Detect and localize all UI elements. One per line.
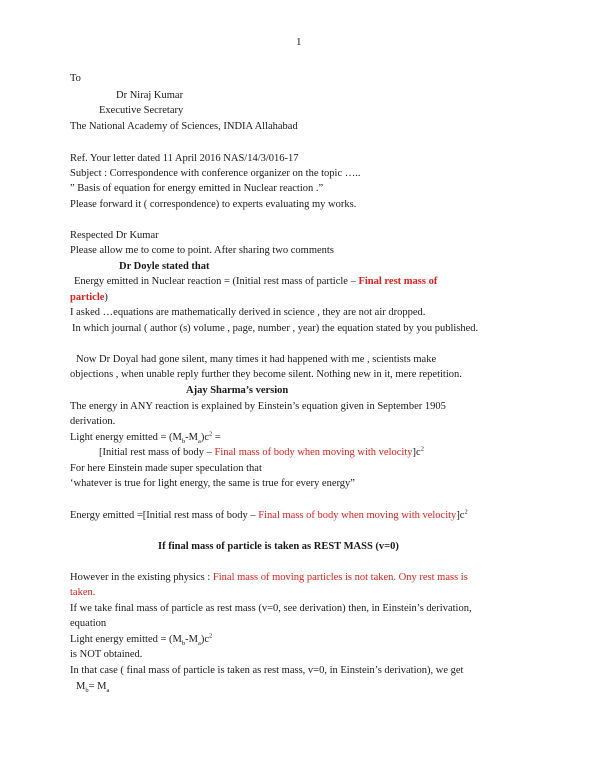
rest-mass-heading: If final mass of particle is taken as REST MASS (v=0) (158, 541, 399, 552)
forward-line: Please forward it ( correspondence) to experts evaluating my works. (70, 199, 357, 210)
doyle-eq-prefix: Energy emitted in Nuclear reaction = (Initial rest mass of particle – (74, 276, 359, 287)
light-eq-trail: = (212, 432, 221, 443)
sharma-heading: Ajay Sharma’s version (186, 385, 289, 396)
doyle-eq-red-2: particle (70, 292, 105, 303)
sup-2: 2 (209, 430, 213, 438)
mass-eq-mid: = M (88, 681, 107, 692)
sub-a: a (197, 438, 201, 446)
doyle-eq-end: ) (104, 292, 108, 303)
subject-line: Subject : Correspondence with conference organizer on the topic ….. (70, 168, 361, 179)
doyle-eq-red: Final rest mass of (358, 276, 438, 287)
light-eq-prefix: Light energy emitted = (M (70, 432, 182, 443)
sup-2: 2 (420, 445, 424, 453)
light-eq-dash: -M (185, 432, 198, 443)
journal-line: In which journal ( author (s) volume , page, number , year) the equation stated by you published. (72, 323, 479, 334)
sharma-line-1: The energy in ANY reaction is explained by Einstein’s equation given in September 1905 (70, 401, 446, 412)
einstein-line-1: For here Einstein made super speculation that (70, 463, 262, 474)
address-name: Dr Niraj Kumar (116, 90, 184, 101)
however-line (70, 571, 468, 584)
however-red: Final mass of moving particles is not taken. Ony rest mass is (212, 572, 468, 583)
initial-eq-bracket: ]c (412, 447, 421, 458)
sub-b: b (85, 687, 89, 695)
doyle-equation-cont (70, 291, 108, 304)
asked-line: I asked …equations are mathematically derived in science , they are not air dropped. (70, 307, 426, 318)
sup-2: 2 (209, 632, 213, 640)
topic-line: ” Basis of equation for energy emitted in Nuclear reaction .” (70, 183, 324, 194)
initial-mass-equation (99, 446, 424, 459)
not-obtained-line: is NOT obtained. (70, 649, 143, 660)
mass-equality (76, 680, 109, 693)
intro-line: Please allow me to come to point. After sharing two comments (70, 245, 334, 256)
energy-eq-prefix: Energy emitted =[Initial rest mass of body – (70, 510, 259, 521)
address-organization: The National Academy of Sciences, INDIA Allahabad (70, 121, 298, 132)
initial-eq-red: Final mass of body when moving with velocity (214, 447, 413, 458)
in-that-case-line: In that case ( final mass of particle is taken as rest mass, v=0, in Einstein’s derivation), we get (70, 665, 464, 676)
if-line-1: If we take final mass of particle as rest mass (v=0, see derivation) then, in Einstein’s derivation, (70, 603, 472, 614)
energy-emitted-equation (70, 509, 468, 522)
energy-eq-red: Final mass of body when moving with velocity (258, 510, 457, 521)
sharma-line-2: derivation. (70, 416, 116, 427)
light-energy-equation-2 (70, 633, 212, 646)
einstein-line-2: ‘whatever is true for light energy, the same is true for every energy” (70, 478, 355, 489)
however-red-cont: taken. (70, 587, 96, 598)
initial-eq-prefix: [Initial rest mass of body – (99, 447, 215, 458)
salutation: Respected Dr Kumar (70, 230, 159, 241)
sub-b: b (181, 438, 186, 446)
address-to: To (70, 73, 81, 84)
doyle-heading: Dr Doyle stated that (119, 261, 210, 272)
ref-line: Ref. Your letter dated 11 April 2016 NAS/14/3/016-17 (70, 153, 299, 164)
page-number: 1 (296, 36, 302, 48)
silent-line-2: objections , when unable reply further they become silent. Nothing new in it, mere repetition. (70, 369, 462, 380)
light-eq2-dash: -M (185, 634, 198, 645)
light-energy-equation (70, 431, 221, 444)
address-position: Executive Secretary (99, 105, 184, 116)
mass-eq-m: M (76, 681, 86, 692)
if-line-2: equation (70, 618, 107, 629)
however-prefix: However in the existing physics : (70, 572, 213, 583)
sup-2: 2 (464, 508, 468, 516)
sub-a: a (106, 687, 110, 695)
sub-b: b (181, 640, 186, 648)
light-eq2-prefix: Light energy emitted = (M (70, 634, 182, 645)
light-eq-close: )c (200, 432, 210, 443)
doyle-equation (74, 275, 437, 288)
silent-line-1: Now Dr Doyal had gone silent, many times it had happened with me , scientists make (76, 354, 437, 365)
sub-a: a (197, 640, 201, 648)
energy-eq-bracket: ]c (456, 510, 465, 521)
light-eq2-close: )c (200, 634, 210, 645)
